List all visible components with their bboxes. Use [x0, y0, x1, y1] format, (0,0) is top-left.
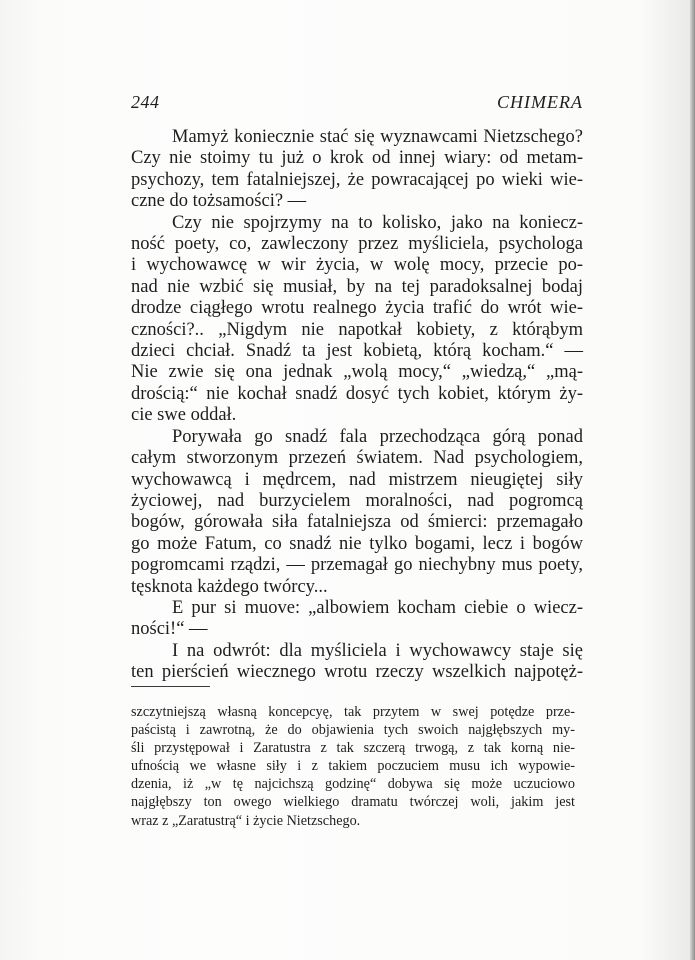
- text-line: E pur si muove: „albowiem kocham ciebie o wiecz-: [172, 597, 583, 618]
- running-title: CHIMERA: [497, 92, 583, 112]
- text-line: psychozy, tem fatalniejszej, że powracającej po wieki wie-: [131, 169, 583, 190]
- text-line: i wychowawcę w wir życia, w wolę mocy, przecie po-: [131, 255, 583, 276]
- footnote-line: paścistą i zawrotną, że do objawienia tych swoich najgłębszych my-: [131, 722, 575, 739]
- page-number: 244: [131, 92, 160, 112]
- page-edge-shadow: [690, 0, 695, 960]
- text-line: cie swe oddał.: [131, 405, 237, 426]
- text-line: całym stworzonym przezeń światem. Nad psychologiem,: [131, 448, 583, 469]
- running-head: [131, 92, 583, 116]
- footnote-line: wraz z „Zaratustrą“ i życie Nietzschego.: [131, 812, 361, 829]
- main-text: [131, 127, 583, 684]
- text-line: drodze ciągłego wrotu realnego życia trafić do wrót wie-: [131, 298, 583, 319]
- text-line: Nie zwie się ona jednak „wolą mocy,“ „wiedzą,“ „mą-: [131, 362, 583, 383]
- text-line: wychowawcą i mędrcem, nad mistrzem nieugiętej siły: [131, 469, 583, 490]
- text-line: ność poety, co, zawleczony przez myśliciela, psychologa: [131, 234, 583, 255]
- text-line: tęsknota każdego twórcy...: [131, 576, 328, 597]
- text-line: Mamyż koniecznie stać się wyznawcami Nietzschego?: [172, 127, 583, 147]
- footnote-line: dzenia, iż „w tę najcichszą godzinę“ dobywa się może uczuciowo: [131, 776, 575, 793]
- text-line: go może Fatum, co snadź nie tylko bogami, lecz i bogów: [131, 533, 583, 554]
- text-line: ten pierścień wiecznego wrotu rzeczy wszelkich najpotęż-: [131, 662, 583, 683]
- footnote: [131, 703, 575, 830]
- text-line: czności?.. „Nigdym nie napotkał kobiety, z którąbym: [131, 319, 583, 340]
- text-line: I na odwrót: dla myśliciela i wychowawcy staje się: [172, 640, 583, 661]
- text-line: drością:“ nie kochał snadź dosyć tych kobiet, którym ży-: [131, 383, 583, 404]
- text-line: Porywała go snadź fala przechodząca górą ponad: [172, 426, 583, 447]
- text-line: dzieci chciał. Snadź ta jest kobietą, którą kocham.“ —: [131, 341, 583, 362]
- text-line: pogromcami rządzi, — przemagał go niechybny mus poety,: [131, 555, 583, 576]
- footnote-line: śli przystępował i Zaratustra z tak szczerą trwogą, z tak korną nie-: [131, 740, 575, 757]
- text-line: Czy nie spojrzymy na to kolisko, jako na koniecz-: [172, 212, 583, 233]
- text-line: bogów, górowała siła fatalniejsza od śmierci: przemagało: [131, 512, 583, 533]
- text-line: czne do tożsamości? —: [131, 191, 307, 212]
- text-line: życiowej, nad burzycielem moralności, nad pogromcą: [131, 490, 583, 511]
- footnote-line: najgłębszy ton owego wielkiego dramatu twórczej woli, jakim jest: [131, 794, 575, 811]
- footnote-rule: [131, 686, 210, 687]
- footnote-line: szczytniejszą własną koncepcyę, tak przytem w swej potędze prze-: [131, 704, 575, 720]
- footnote-line: ufnością we własne siły i z takiem poczuciem musu ich wypowie-: [131, 758, 575, 775]
- text-line: nad nie wzbić się musiał, by na tej paradoksalnej bodaj: [131, 276, 583, 297]
- text-line: Czy nie stoimy tu już o krok od innej wiary: od metam-: [131, 148, 583, 169]
- text-line: ności!“ —: [131, 619, 208, 640]
